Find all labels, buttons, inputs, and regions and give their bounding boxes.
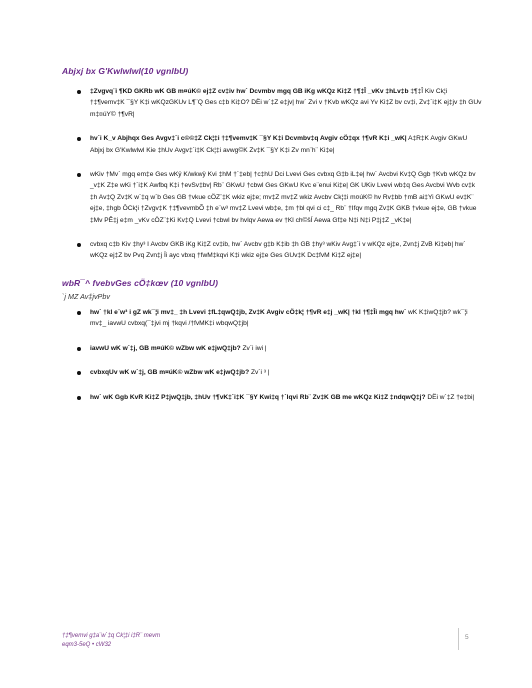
section2-heading: wbR¯^ fvebvGes cÖ‡kœv (10 vgnlbU) bbox=[62, 277, 219, 288]
list-item bbox=[62, 343, 482, 354]
list-item bbox=[62, 133, 482, 156]
item-text: wK K‡iwQ‡jb? wk¯¦i mv‡_ iavwU cvbxq(¯‡jvi mj †kqvi /†fvMK‡i wbqwQ‡jb| bbox=[90, 308, 468, 328]
list-item bbox=[62, 367, 482, 378]
item-text: A‡R‡K Avgiv GKwU Abjxj bx G'Kwlwlwl Kie ‡hUv Avgv‡`i‡K Ck¦‡i avwg©K Zv‡K ¯§Y K‡i Zv mn¨h¨ Ki‡e| bbox=[90, 135, 468, 154]
list-item bbox=[62, 169, 482, 226]
list-item bbox=[62, 239, 482, 262]
item-text: wKiv †Mv` mgq em‡e Ges wKÿ K/wkwÿ Kvi ‡hM †`‡eb| †c‡hU Dci Lvevi Ges cvbxq G‡b iL‡e| hw` Avcbvi Kv‡Q Ggb †Kvb wKQz bv _v‡K Z‡e wKi †`i‡K Awfbq K‡i †evSv‡bv| Rb¨ GKwU †cbwl Ges GKwU Kvc e¨enui Ki‡e| GK UKiv Lvevi wb‡q Ges Avcbvi Wvb cv‡k ‡h Av‡Q Zv‡K w`‡q w`b Ges GB †vkue cÖZ¨‡K wkiz ej‡e; mv‡Z mv‡Z wkiz Avcbv Ck¦‡i m¤úK© hv Rv‡bb †mB ai‡Yi GKwU ev‡K¨ ej‡e, ‡hgb ÔCk¦i †Zvgv‡K †‡¶vevmbÕ ‡h e¨w³ mv‡Z Lvevi wb‡e, ‡m †bl qvi ci c‡_ Rb¨ †Ifqv mgq Zv‡K GKB †vkue ej‡e, GB †vkue ‡Mv PÊ‡j e‡m _vKv cÖZ¨‡Ki Kv‡Q Lvevi †cbwl bv hvlqv Aewa ev †Kl ch©šÍ Aewa Gf‡e N‡i N‡i P‡j‡Z _vK‡e| bbox=[90, 171, 477, 224]
footer-text bbox=[62, 632, 160, 650]
item-bold-text: hv`i K_v Abjhqx Ges Avgv‡`i c©©‡Z Ck¦‡i †‡¶vemv‡K ¯§Y K‡i Dcvmbv‡q Avgiv cÖ‡qx †¶vR K‡i _wK| bbox=[90, 135, 407, 143]
item-text: Zv`i ³ | bbox=[250, 369, 270, 377]
item-text: cvbxq c‡b Kiv ‡hy³ I Avcbv GKB iKg Ki‡Z cv‡ib, hw` Avcbv g‡b K‡ib ‡h GB ‡hy³ wKiv Avg‡`i v wKQz ej‡e, Zvn‡j ZvB Ki‡eb| hw` wKQz ej‡Z bv Pvq Zvn‡j Ïi ayc vbxq †fwM‡kqvi K‡i wkiz ej‡e Ges GUv‡K Dc‡fvM Ki‡Z ej‡e| bbox=[90, 241, 466, 260]
item-bold-text: hw` †kl e¨w³ i gZ wk¯¦i mv‡_ ‡h Lvevi ‡fL‡qwQ‡jb, Zv‡K Avgiv cÖ‡k¦ †¶vR e‡j _wK| †kl †¶‡Îi mgq hw` bbox=[90, 308, 407, 316]
item-text: Zv`i iwi | bbox=[242, 344, 267, 352]
item-bold-text: cvbxqUv wK w`‡j, GB m¤úK© wZbw wK e‡jwQ‡jb? bbox=[90, 369, 250, 377]
item-bold-text: iavwU wK w`‡j, GB m¤úK© wZbw wK e‡jwQ‡jb? bbox=[90, 344, 241, 352]
section2-list bbox=[62, 307, 482, 403]
page-number: 5 bbox=[465, 634, 469, 641]
section1-heading: Abjxj bx G'Kwlwlwl(10 vgnlbU) bbox=[62, 66, 189, 76]
page-content bbox=[62, 66, 482, 416]
footer-line2: eqm3-5eQ • cW32 bbox=[62, 642, 112, 648]
item-text: ‡¶‡Î Kiv Ck¦i †‡¶vemv‡K ¯§Y K‡i wKQzGKUv L¶¨Q Ges c‡b Ki‡O? DËi w`‡Z e‡jv| hw` Zvi v †Kvb wKQz avi Yv Ki‡Z bv cv‡i, Zv‡`i‡K ej‡jv ‡h GUv m‡¤úY© †¶vR| bbox=[90, 88, 482, 118]
footer-divider bbox=[458, 628, 459, 650]
footer-line1: †‡¶vemvi g‡a¨w`‡q Ck¦‡i i‡R¨ mevm bbox=[62, 633, 161, 639]
list-item bbox=[62, 307, 482, 330]
item-bold-text: hw` wK Ggb KvR Ki‡Z P‡jwQ‡jb, ‡hUv †¶vK‡`i‡K ¯§Y Kwi‡q †`Iqvi Rb¨ Zv‡K GB me wKQz Ki‡Z ‡ndqwQ‡j? bbox=[90, 393, 426, 401]
section2-subheading: `j MZ Av‡jvPbv bbox=[62, 291, 110, 301]
item-bold-text: ‡Zvgvq¨i ¶KD GKRb wK GB m¤úK© ej‡Z cv‡iv hw` Dcvmbv mgq GB iKg wKQz Ki‡Z †¶‡Î _vKv ‡hLv‡b bbox=[90, 88, 409, 95]
list-item bbox=[62, 86, 482, 120]
list-item bbox=[62, 392, 482, 403]
item-text: DËi w`‡Z †e‡bi| bbox=[427, 393, 475, 401]
section1-list bbox=[62, 86, 482, 262]
